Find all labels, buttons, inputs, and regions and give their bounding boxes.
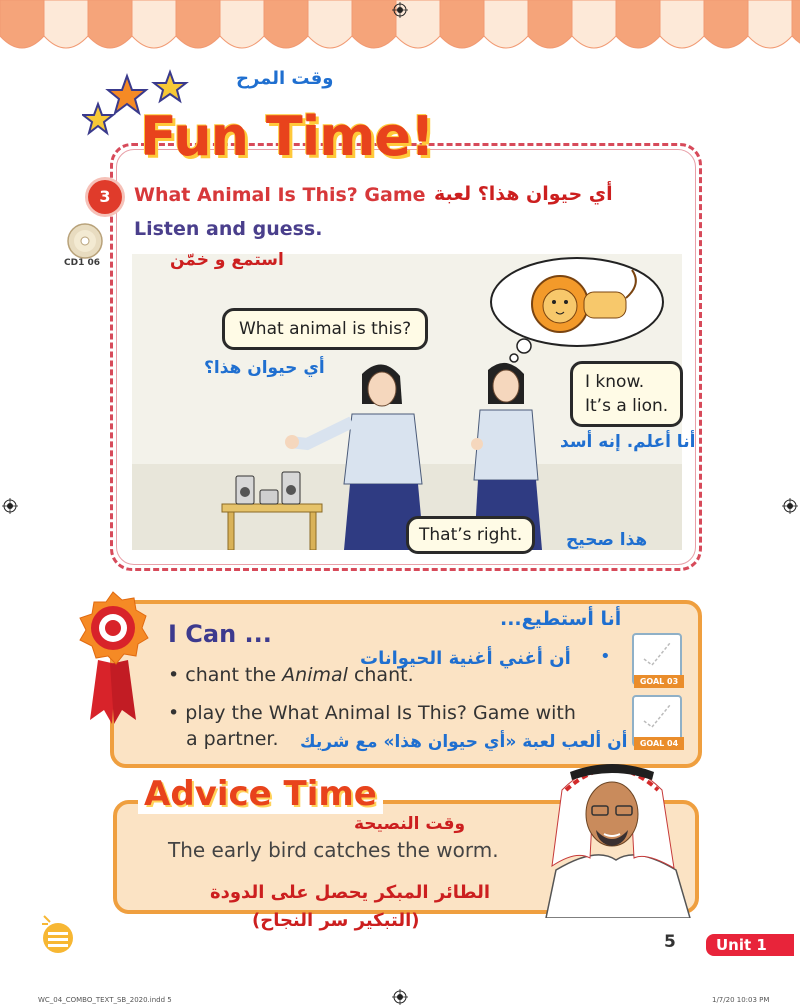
awning-scallop [308, 0, 352, 48]
awning-scallop [792, 0, 800, 48]
bullet: • [168, 702, 180, 724]
answer-arabic: أنا أعلم. إنه أسد [560, 432, 696, 452]
i-can-item-2 [168, 702, 576, 724]
right-arabic: هذا صحيح [566, 530, 648, 550]
print-slug-right: 1/7/20 10:03 PM [712, 996, 770, 1004]
i-can-item-1-arabic: أن أغني أغنية الحيوانات [360, 648, 571, 669]
awning-scallop [176, 0, 220, 48]
answer-line-1: I know. [585, 372, 645, 392]
registration-mark-top [392, 2, 408, 18]
registration-mark-left [2, 498, 18, 514]
awning-scallop [484, 0, 528, 48]
advisor-man-illustration [536, 750, 706, 918]
question-arabic: أي حيوان هذا؟ [204, 358, 325, 378]
advice-arabic-line-2: (التبكير سر النجاح) [252, 910, 420, 931]
bullet: • [168, 664, 180, 686]
awning-scallop [440, 0, 484, 48]
activity-number-badge: 3 [88, 180, 122, 214]
speech-bubble-question: What animal is this? [222, 308, 428, 350]
i-can-title: I Can ... [168, 620, 272, 648]
goal-label-1: GOAL 03 [634, 675, 684, 688]
activity-instruction: Listen and guess. [134, 218, 323, 240]
goal-checkbox-2[interactable] [632, 695, 682, 747]
goal-label-2: GOAL 04 [634, 737, 684, 750]
unit-tag: Unit 1 [706, 934, 794, 956]
advice-proverb: The early bird catches the worm. [168, 838, 499, 862]
answer-line-2: It’s a lion. [585, 396, 669, 416]
goal-check-icon [634, 635, 680, 671]
publisher-logo-icon [40, 912, 80, 956]
awning-scallop [88, 0, 132, 48]
awning-scallop [528, 0, 572, 48]
speech-bubble-answer [570, 361, 683, 427]
activity-title: What Animal Is This? Game [134, 184, 426, 206]
item1-pre: chant the [185, 664, 283, 686]
fun-time-title: Fun Time! [140, 105, 434, 168]
speech-bubble-right: That’s right. [406, 516, 535, 554]
i-can-title-arabic: أنا أستطيع... [500, 608, 622, 630]
registration-mark-right [782, 498, 798, 514]
awning-scallop [220, 0, 264, 48]
cd-track-label: CD1 06 [64, 258, 100, 268]
registration-mark-bottom [392, 989, 408, 1005]
awning-scallop [660, 0, 704, 48]
audio-cd-icon[interactable] [66, 222, 104, 260]
award-ribbon-icon [70, 590, 156, 730]
i-can-item-2-line-2: a partner. [186, 728, 279, 750]
awning-scallop [616, 0, 660, 48]
awning-scallop [748, 0, 792, 48]
activity-title-arabic: أي حيوان هذا؟ لعبة [434, 183, 613, 205]
awning-scallop [704, 0, 748, 48]
header-arabic-title: وقت المرح [236, 68, 334, 89]
awning-scallop [264, 0, 308, 48]
awning-scallop [352, 0, 396, 48]
advice-title-arabic: وقت النصيحة [354, 814, 466, 834]
item1-emphasis: Animal [282, 664, 348, 686]
item2-line-1: play the What Animal Is This? Game with [185, 702, 576, 724]
goal-checkbox-1[interactable] [632, 633, 682, 685]
goal-check-icon [634, 697, 680, 733]
advice-time-title: Advice Time [138, 774, 383, 814]
print-slug-left: WC_04_COMBO_TEXT_SB_2020.indd 5 [38, 996, 172, 1004]
awning-scallop [132, 0, 176, 48]
awning-scallop [44, 0, 88, 48]
advice-arabic-line-1: الطائر المبكر يحصل على الدودة [210, 882, 491, 903]
page-number: 5 [664, 932, 676, 952]
arabic-bullet: • [600, 646, 611, 667]
awning-scallop [0, 0, 44, 48]
awning-scallop [572, 0, 616, 48]
instruction-arabic: استمع و خمّن [170, 250, 284, 270]
item1-post: chant. [347, 664, 414, 686]
i-can-item-2-arabic: أن ألعب لعبة «أي حيوان هذا» مع شريك [300, 732, 628, 752]
